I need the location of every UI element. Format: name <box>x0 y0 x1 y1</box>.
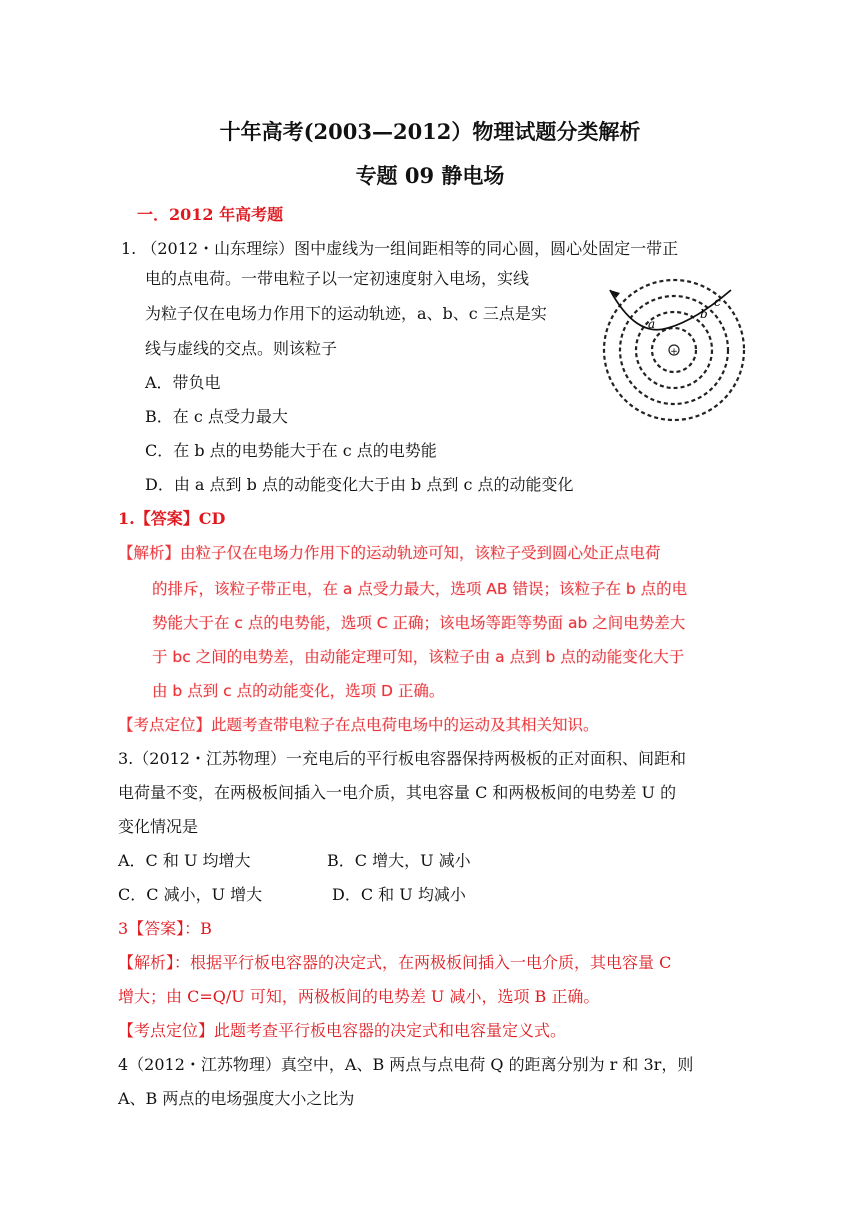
q1-analysis-line-4: 于 bc 之间的电势差，由动能定理可知，该粒子由 a 点到 b 点的动能变化大于 <box>152 648 685 666</box>
q1-line-2: 电的点电荷。一带电粒子以一定初速度射入电场，实线 <box>145 269 530 288</box>
q4-line-2: A、B 两点的电场强度大小之比为 <box>118 1089 355 1108</box>
q3-line-3: 变化情况是 <box>118 817 199 836</box>
q3-option-d: D．C 和 U 均减小 <box>332 885 466 904</box>
point-a-label: a <box>648 317 656 331</box>
q3-option-a: A．C 和 U 均增大 <box>118 851 251 870</box>
q1-analysis-line-2: 的排斥，该粒子带正电，在 a 点受力最大，选项 AB 错误；该粒子在 b 点的电 <box>152 580 688 598</box>
section-heading: 一．2012 年高考题 <box>137 205 284 224</box>
q1-option-b: B．在 c 点受力最大 <box>145 407 288 426</box>
q1-line-1: 1. （2012・山东理综）图中虚线为一组间距相等的同心圆，圆心处固定一带正 <box>121 239 679 258</box>
point-charge-sign: + <box>670 347 678 357</box>
q3-analysis-line-2: 增大；由 C=Q/U 可知，两极板间的电势差 U 减小，选项 B 正确。 <box>118 987 600 1006</box>
q1-analysis-line-1: 【解析】由粒子仅在电场力作用下的运动轨迹可知，该粒子受到圆心处正点电荷 <box>118 544 661 562</box>
q1-line-3: 为粒子仅在电场力作用下的运动轨迹，a、b、c 三点是实 <box>145 304 547 323</box>
q1-answer: 1.【答案】CD <box>118 509 226 528</box>
q3-answer: 3【答案】：B <box>118 919 212 938</box>
q1-analysis-line-5: 由 b 点到 c 点的动能变化，选项 D 正确。 <box>152 682 445 700</box>
point-b-label: b <box>700 307 708 321</box>
q1-option-d: D．由 a 点到 b 点的动能变化大于由 b 点到 c 点的动能变化 <box>145 475 574 494</box>
q1-line-4: 线与虚线的交点。则该粒子 <box>145 339 338 358</box>
q3-line-2: 电荷量不变，在两极板间插入一电介质，其电容量 C 和两极板间的电势差 U 的 <box>118 783 677 802</box>
q1-option-c: C．在 b 点的电势能大于在 c 点的电势能 <box>145 441 437 460</box>
q3-option-b: B．C 增大，U 减小 <box>327 851 471 870</box>
q3-line-1: 3.（2012・江苏物理）一充电后的平行板电容器保持两极板的正对面积、间距和 <box>118 749 686 768</box>
q3-option-c: C．C 减小，U 增大 <box>118 885 263 904</box>
document-subtitle: 专题 09 静电场 <box>355 163 505 188</box>
q3-analysis-line-1: 【解析】：根据平行板电容器的决定式，在两极板间插入一电介质，其电容量 C <box>118 953 672 972</box>
q1-analysis-line-3: 势能大于在 c 点的电势能，选项 C 正确；该电场等距等势面 ab 之间电势差大 <box>152 614 686 632</box>
document-title: 十年高考(2003—2012）物理试题分类解析 <box>219 119 641 144</box>
point-c-label: c <box>714 295 721 309</box>
q3-kaodian: 【考点定位】此题考查平行板电容器的决定式和电容量定义式。 <box>118 1021 567 1040</box>
concentric-circles-diagram <box>596 276 746 426</box>
q1-kaodian: 【考点定位】此题考查带电粒子在点电荷电场中的运动及其相关知识。 <box>118 716 599 734</box>
q1-option-a: A．带负电 <box>145 373 221 392</box>
q4-line-1: 4（2012・江苏物理）真空中，A、B 两点与点电荷 Q 的距离分别为 r 和 3r，则 <box>118 1055 694 1074</box>
